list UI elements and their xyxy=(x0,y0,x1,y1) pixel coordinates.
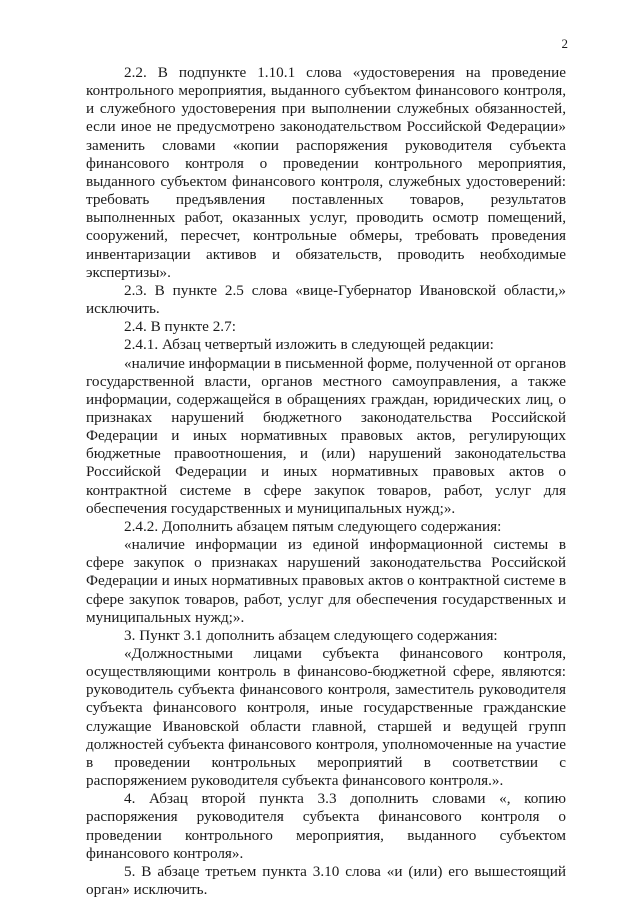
paragraph-4: 4. Абзац второй пункта 3.3 дополнить словами «, копию распоряжения руководителя субъекта финансового контроля о проведении контрольного мероприятия, выданного субъектом финансового контроля». xyxy=(86,790,566,862)
paragraph-2-4-1-text: «наличие информации в письменной форме, полученной от органов государственной власти, органов местного самоуправления, а также информации, содержащейся в обращениях граждан, юридических лиц, о признаках нарушений бюджетного законодательства Российской Федерации и иных нормативных правовых актов, регулирующих бюджетные правоотношения, и (или) нарушений законодательства Российской Федерации и иных нормативных правовых актов о контрактной системе в сфере закупок товаров, работ, услуг для обеспечения государственных и муниципальных нужд;». xyxy=(86,354,566,517)
paragraph-3-text: «Должностными лицами субъекта финансового контроля, осуществляющими контроль в финансово-бюджетной сфере, являются: руководитель субъекта финансового контроля, заместитель руководителя субъекта финансового контроля, иные государственные гражданские служащие Ивановской области главной, старшей и ведущей групп должностей субъекта финансового контроля, уполномоченные на участие в проведении контрольных мероприятий в соответствии с распоряжением руководителя субъекта финансового контроля.». xyxy=(86,645,566,790)
paragraph-2-2: 2.2. В подпункте 1.10.1 слова «удостоверения на проведение контрольного мероприятия, выданного субъектом финансового контроля, и служебного удостоверения при выполнении служебных обязанностей, если иное не предусмотрено законодательством Российской Федерации» заменить словами «копии распоряжения руководителя субъекта финансового контроля о проведении контрольного мероприятия, выданного субъектом финансового контроля, служебных удостоверений: требовать предъявления поставленных товаров, результатов выполненных работ, оказанных услуг, проводить осмотр помещений, сооружений, пересчет, контрольные обмеры, требовать проведения инвентаризации активов и обязательств, проводить необходимые экспертизы». xyxy=(86,64,566,281)
paragraph-2-4: 2.4. В пункте 2.7: xyxy=(124,318,236,336)
page-number: 2 xyxy=(561,36,568,51)
paragraph-2-4-2: 2.4.2. Дополнить абзацем пятым следующего содержания: xyxy=(124,517,502,535)
paragraph-2-4-2-text: «наличие информации из единой информационной системы в сфере закупок о признаках нарушений законодательства Российской Федерации и иных нормативных правовых актов о контрактной системе в сфере закупок товаров, работ, услуг для обеспечения государственных и муниципальных нужд;». xyxy=(86,536,566,626)
paragraph-2-4-1: 2.4.1. Абзац четвертый изложить в следующей редакции: xyxy=(124,336,494,354)
paragraph-5: 5. В абзаце третьем пункта 3.10 слова «и (или) его вышестоящий орган» исключить. xyxy=(86,862,566,899)
paragraph-2-3: 2.3. В пункте 2.5 слова «вице-Губернатор Ивановской области,» исключить. xyxy=(86,281,566,318)
paragraph-3: 3. Пункт 3.1 дополнить абзацем следующего содержания: xyxy=(124,626,498,644)
